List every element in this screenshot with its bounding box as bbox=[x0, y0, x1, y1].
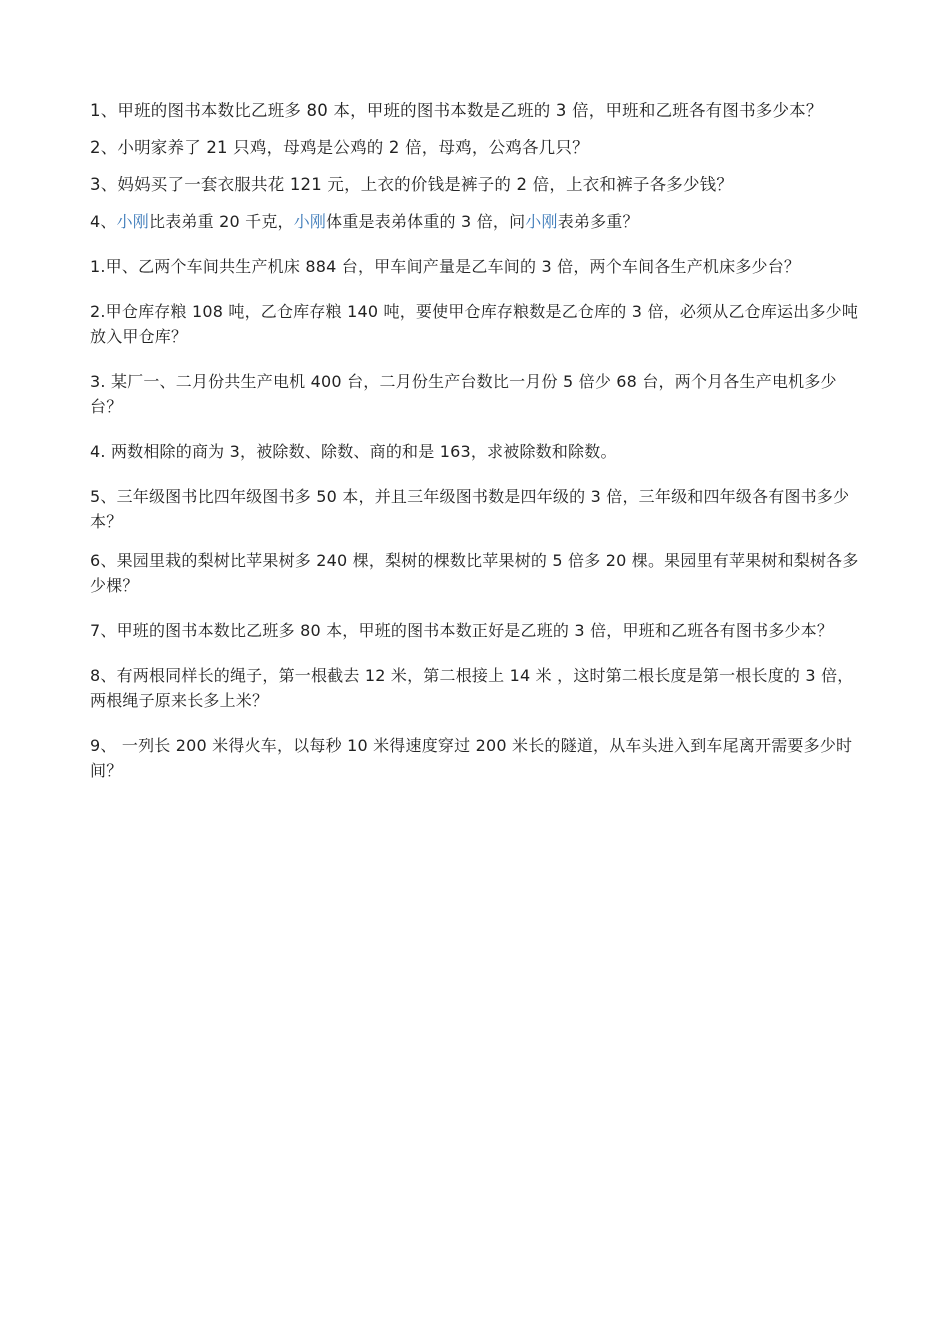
question-b4: 4. 两数相除的商为 3，被除数、除数、商的和是 163，求被除数和除数。 bbox=[90, 442, 617, 461]
question-b1: 1.甲、乙两个车间共生产机床 884 台，甲车间产量是乙车间的 3 倍，两个车间各生产机床多少台？ bbox=[90, 257, 801, 276]
question-b2: 2.甲仓库存粮 108 吨，乙仓库存粮 140 吨，要使甲仓库存粮数是乙仓库的 3 倍，必须从乙仓库运出多少吨放入甲仓库？ bbox=[90, 302, 859, 346]
question-a4-number: 4、 bbox=[90, 212, 117, 231]
question-c9: 9、 一列长 200 米得火车，以每秒 10 米得速度穿过 200 米长的隧道，从车头进入到车尾离开需要多少时间？ bbox=[90, 736, 853, 780]
document-page bbox=[90, 98, 862, 803]
xiaogang-link-2[interactable]: 小刚 bbox=[293, 212, 327, 231]
question-a1: 1、甲班的图书本数比乙班多 80 本，甲班的图书本数是乙班的 3 倍，甲班和乙班各有图书多少本？ bbox=[90, 101, 823, 120]
question-a4-seg2: 体重是表弟体重的 3 倍，问 bbox=[326, 212, 526, 231]
question-a2: 2、小明家养了 21 只鸡，母鸡是公鸡的 2 倍，母鸡，公鸡各几只？ bbox=[90, 138, 589, 157]
question-c7: 7、甲班的图书本数比乙班多 80 本，甲班的图书本数正好是乙班的 3 倍，甲班和乙班各有图书多少本？ bbox=[90, 621, 834, 640]
question-a4 bbox=[90, 209, 862, 234]
question-c6: 6、果园里栽的梨树比苹果树多 240 棵，梨树的棵数比苹果树的 5 倍多 20 棵。果园里有苹果树和梨树各多少棵？ bbox=[90, 551, 859, 595]
question-c5: 5、三年级图书比四年级图书多 50 本，并且三年级图书数是四年级的 3 倍，三年级和四年级各有图书多少本？ bbox=[90, 487, 850, 531]
question-b3: 3. 某厂一、二月份共生产电机 400 台，二月份生产台数比一月份 5 倍少 68 台，两个月各生产电机多少台？ bbox=[90, 372, 837, 416]
question-a3: 3、妈妈买了一套衣服共花 121 元，上衣的价钱是裤子的 2 倍，上衣和裤子各多少钱？ bbox=[90, 175, 734, 194]
question-a4-seg3: 表弟多重？ bbox=[557, 212, 639, 231]
xiaogang-link-1[interactable]: 小刚 bbox=[116, 212, 149, 231]
question-a4-seg1: 比表弟重 20 千克， bbox=[149, 212, 294, 231]
question-c8: 8、有两根同样长的绳子，第一根截去 12 米，第二根接上 14 米 ，这时第二根长度是第一根长度的 3 倍，两根绳子原来长多上米？ bbox=[90, 666, 854, 710]
xiaogang-link-3[interactable]: 小刚 bbox=[525, 212, 558, 231]
